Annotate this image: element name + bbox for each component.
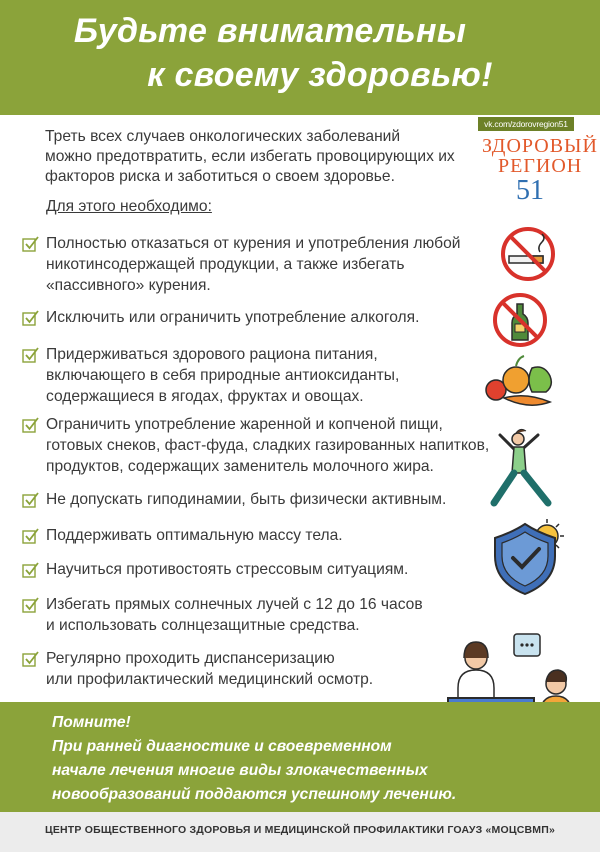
- no-alcohol-icon: [492, 292, 548, 348]
- intro-line: факторов риска и заботиться о своем здоровье.: [45, 168, 395, 185]
- check-icon: [22, 491, 40, 509]
- logo-word1: ЗДОРОВЫЙ: [482, 135, 598, 157]
- footer-text: ЦЕНТР ОБЩЕСТВЕННОГО ЗДОРОВЬЯ И МЕДИЦИНСКОЙ ПРОФИЛАКТИКИ ГОАУЗ «МОЦСВМП»: [44, 824, 556, 836]
- item-line: готовых снеков, фаст-фуда, сладких газированных напитков,: [46, 437, 490, 454]
- item-line: продуктов, содержащих заменитель молочного жира.: [46, 458, 434, 475]
- item-line: никотинсодержащей продукции, а также избегать: [46, 256, 405, 273]
- sun-shield-icon: [487, 516, 569, 598]
- yoga-pose-icon: [488, 425, 558, 510]
- logo-word2: РЕГИОН: [498, 155, 583, 177]
- check-icon: [22, 596, 40, 614]
- item-line: или профилактический медицинский осмотр.: [46, 671, 374, 688]
- item-line: Избегать прямых солнечных лучей с 12 до 16 часов: [46, 596, 423, 613]
- intro-text: [45, 127, 485, 187]
- item-line: включающего в себя природные антиоксиданты,: [46, 367, 400, 384]
- check-icon: [22, 309, 40, 327]
- check-icon: [22, 561, 40, 579]
- check-icon: [22, 235, 40, 253]
- need-heading: Для этого необходимо:: [46, 198, 212, 215]
- check-icon: [22, 650, 40, 668]
- item-line: Поддерживать оптимальную массу тела.: [46, 527, 343, 544]
- item-line: Регулярно проходить диспансеризацию: [46, 650, 335, 667]
- remember-line: При ранней диагностике и своевременном: [52, 738, 392, 755]
- page-title-line2: к своему здоровью!: [147, 56, 493, 94]
- item-line: Исключить или ограничить употребление алкоголя.: [46, 309, 420, 326]
- item-line: Полностью отказаться от курения и употребления любой: [46, 235, 461, 252]
- item-line: и использовать солнцезащитные средства.: [46, 617, 360, 634]
- no-smoking-icon: [500, 226, 556, 282]
- item-line: Научиться противостоять стрессовым ситуациям.: [46, 561, 409, 578]
- check-icon: [22, 527, 40, 545]
- item-line: Ограничить употребление жаренной и копченой пищи,: [46, 416, 443, 433]
- item-line: Придерживаться здорового рациона питания,: [46, 346, 378, 363]
- item-line: содержащиеся в ягодах, фруктах и овощах.: [46, 388, 364, 405]
- logo-number: 51: [516, 175, 544, 206]
- remember-line: начале лечения многие виды злокачественных: [52, 762, 428, 779]
- check-icon: [22, 416, 40, 434]
- logo-url[interactable]: vk.com/zdorovregion51: [478, 117, 574, 131]
- fruits-vegetables-icon: [482, 354, 557, 412]
- page-title-line1: Будьте внимательны: [73, 12, 467, 50]
- logo: [478, 117, 598, 209]
- remember-line: новообразований поддаются успешному лечению.: [52, 786, 457, 803]
- intro-line: можно предотвратить, если избегать провоцирующих их: [45, 148, 455, 165]
- item-line: «пассивного» курения.: [46, 277, 211, 294]
- remember-title: Помните!: [52, 714, 131, 731]
- intro-line: Треть всех случаев онкологических заболеваний: [45, 128, 401, 145]
- check-icon: [22, 346, 40, 364]
- item-line: Не допускать гиподинамии, быть физически активным.: [46, 491, 447, 508]
